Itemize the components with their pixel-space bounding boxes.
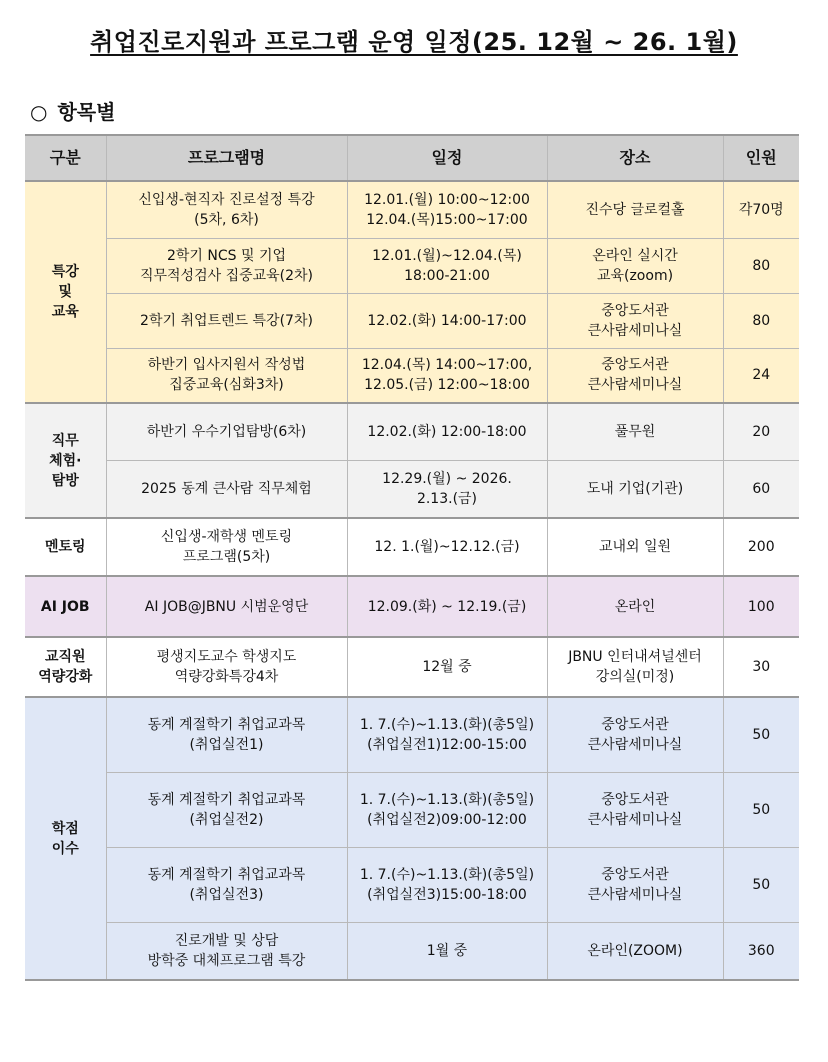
schedule-cell: 1월 중: [347, 922, 547, 980]
people-cell: 360: [723, 922, 799, 980]
category-cell: AI JOB: [25, 576, 106, 637]
people-cell: 50: [723, 847, 799, 922]
program-cell: 2학기 NCS 및 기업 직무적성검사 집중교육(2차): [106, 238, 347, 293]
header-schedule: 일정: [347, 135, 547, 181]
people-cell: 30: [723, 637, 799, 697]
header-category: 구분: [25, 135, 106, 181]
table-row: [25, 348, 799, 403]
program-cell: 2학기 취업트렌드 특강(7차): [106, 293, 347, 348]
schedule-cell: 1. 7.(수)~1.13.(화)(총5일) (취업실전2)09:00-12:00: [347, 772, 547, 847]
group-credit: [25, 697, 799, 980]
category-cell: 직무 체험· 탐방: [25, 403, 106, 518]
program-cell: 동계 계절학기 취업교과목 (취업실전2): [106, 772, 347, 847]
header-program: 프로그램명: [106, 135, 347, 181]
place-cell: 중앙도서관 큰사람세미나실: [547, 697, 723, 772]
group-ai-job: [25, 576, 799, 637]
table-row: [25, 238, 799, 293]
header-people: 인원: [723, 135, 799, 181]
program-cell: 평생지도교수 학생지도 역량강화특강4차: [106, 637, 347, 697]
program-cell: 신입생-현직자 진로설정 특강 (5차, 6차): [106, 181, 347, 238]
place-cell: 온라인(ZOOM): [547, 922, 723, 980]
table-row: [25, 293, 799, 348]
schedule-cell: 12.29.(월) ~ 2026. 2.13.(금): [347, 460, 547, 518]
place-cell: 온라인 실시간 교육(zoom): [547, 238, 723, 293]
people-cell: 50: [723, 697, 799, 772]
people-cell: 50: [723, 772, 799, 847]
table-row: [25, 922, 799, 980]
place-cell: 중앙도서관 큰사람세미나실: [547, 847, 723, 922]
table-header-row: [25, 135, 799, 181]
program-cell: 동계 계절학기 취업교과목 (취업실전3): [106, 847, 347, 922]
place-cell: 중앙도서관 큰사람세미나실: [547, 293, 723, 348]
people-cell: 60: [723, 460, 799, 518]
table-row: [25, 518, 799, 576]
page-title: 취업진로지원과 프로그램 운영 일정(25. 12월 ~ 26. 1월): [90, 28, 738, 56]
program-cell: 하반기 입사지원서 작성법 집중교육(심화3차): [106, 348, 347, 403]
place-cell: 온라인: [547, 576, 723, 637]
people-cell: 24: [723, 348, 799, 403]
people-cell: 80: [723, 238, 799, 293]
people-cell: 200: [723, 518, 799, 576]
category-cell: 학점 이수: [25, 697, 106, 980]
table-row: [25, 772, 799, 847]
table-row: [25, 847, 799, 922]
table-row: [25, 576, 799, 637]
people-cell: 각70명: [723, 181, 799, 238]
table-row: [25, 181, 799, 238]
place-cell: JBNU 인터내셔널센터 강의실(미정): [547, 637, 723, 697]
program-cell: 진로개발 및 상담 방학중 대체프로그램 특강: [106, 922, 347, 980]
place-cell: 중앙도서관 큰사람세미나실: [547, 348, 723, 403]
table-row: [25, 460, 799, 518]
section-heading: [30, 96, 115, 125]
people-cell: 100: [723, 576, 799, 637]
circle-bullet-icon: ○: [30, 100, 48, 124]
schedule-cell: 12. 1.(월)~12.12.(금): [347, 518, 547, 576]
place-cell: 중앙도서관 큰사람세미나실: [547, 772, 723, 847]
group-staff-training: [25, 637, 799, 697]
program-cell: 하반기 우수기업탐방(6차): [106, 403, 347, 460]
schedule-table: [25, 134, 799, 981]
schedule-cell: 12.09.(화) ~ 12.19.(금): [347, 576, 547, 637]
table-row: [25, 637, 799, 697]
category-cell: 교직원 역량강화: [25, 637, 106, 697]
header-place: 장소: [547, 135, 723, 181]
section-label: 항목별: [57, 100, 116, 124]
people-cell: 80: [723, 293, 799, 348]
group-mentoring: [25, 518, 799, 576]
schedule-cell: 12.02.(화) 12:00-18:00: [347, 403, 547, 460]
program-cell: 동계 계절학기 취업교과목 (취업실전1): [106, 697, 347, 772]
schedule-cell: 12.02.(화) 14:00-17:00: [347, 293, 547, 348]
schedule-cell: 1. 7.(수)~1.13.(화)(총5일) (취업실전3)15:00-18:00: [347, 847, 547, 922]
program-cell: 신입생-재학생 멘토링 프로그램(5차): [106, 518, 347, 576]
place-cell: 진수당 글로컬홀: [547, 181, 723, 238]
table-row: [25, 403, 799, 460]
table-row: [25, 697, 799, 772]
category-cell: 멘토링: [25, 518, 106, 576]
schedule-cell: 12.01.(월)~12.04.(목) 18:00-21:00: [347, 238, 547, 293]
category-cell: 특강 및 교육: [25, 181, 106, 403]
group-lectures: [25, 181, 799, 403]
schedule-cell: 12.04.(목) 14:00~17:00, 12.05.(금) 12:00~18:00: [347, 348, 547, 403]
program-cell: 2025 동계 큰사람 직무체험: [106, 460, 347, 518]
place-cell: 도내 기업(기관): [547, 460, 723, 518]
schedule-cell: 12월 중: [347, 637, 547, 697]
program-cell: AI JOB@JBNU 시범운영단: [106, 576, 347, 637]
place-cell: 교내외 일원: [547, 518, 723, 576]
place-cell: 풀무원: [547, 403, 723, 460]
people-cell: 20: [723, 403, 799, 460]
group-job-experience: [25, 403, 799, 518]
schedule-cell: 12.01.(월) 10:00~12:00 12.04.(목)15:00~17:00: [347, 181, 547, 238]
schedule-cell: 1. 7.(수)~1.13.(화)(총5일) (취업실전1)12:00-15:00: [347, 697, 547, 772]
